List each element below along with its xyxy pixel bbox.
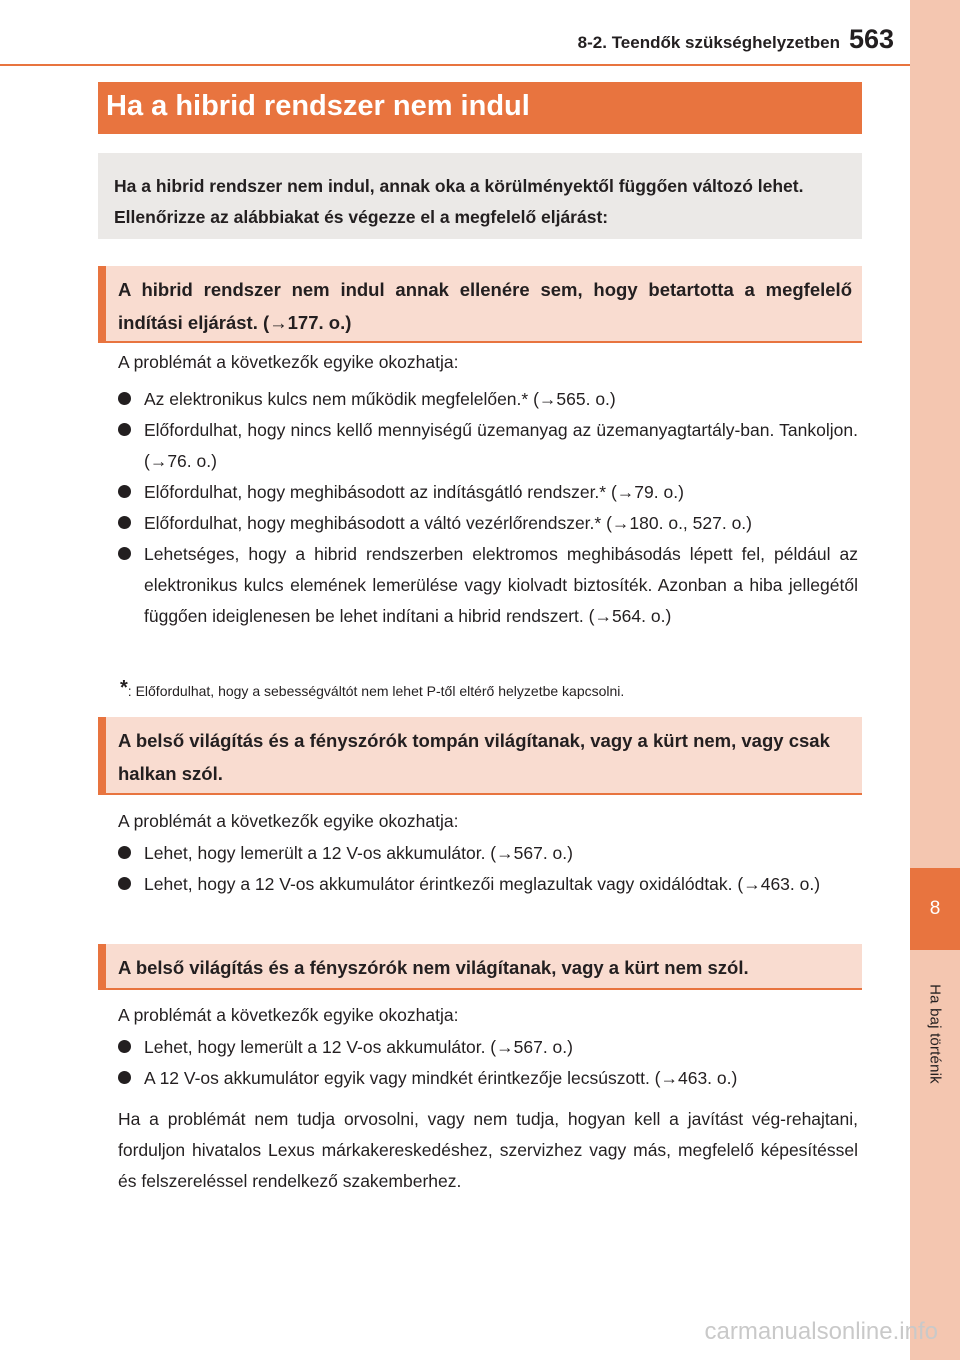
bullet-icon [118,1071,131,1084]
bullet-icon [118,423,131,436]
list-item: Lehet, hogy lemerült a 12 V-os akkumulátor. (→567. o.) [118,1032,858,1063]
chapter-label: Ha baj történik [926,984,944,1084]
watermark: carmanualsonline.info [704,1318,938,1345]
bullet-icon [118,877,131,890]
list-item: Előfordulhat, hogy meghibásodott a váltó vezérlőrendszer.* (→180. o., 527. o.) [118,508,858,539]
list-item: Az elektronikus kulcs nem működik megfelelően.* (→565. o.) [118,384,858,415]
list-item: Előfordulhat, hogy nincs kellő mennyiségű üzemanyag az üzemanyagtartály-ban. Tankoljon. (→76. o.) [118,415,858,477]
chapter-tab[interactable]: 8 [910,868,960,950]
list-item: Lehet, hogy a 12 V-os akkumulátor érintkezői meglazultak vagy oxidálódtak. (→463. o.) [118,869,858,900]
list-item: A 12 V-os akkumulátor egyik vagy mindkét érintkezője lecsúszott. (→463. o.) [118,1063,858,1094]
page-title: Ha a hibrid rendszer nem indul [98,82,862,134]
intro-box: Ha a hibrid rendszer nem indul, annak oka a körülményektől függően változó lehet. Ellenőrizze az alábbiakat és végezze el a megfelelő eljárást: [98,153,862,239]
section1-lead: A problémát a következők egyike okozhatja: [118,352,459,372]
bullet-icon [118,1040,131,1053]
list-item: Lehet, hogy lemerült a 12 V-os akkumulátor. (→567. o.) [118,838,858,869]
bullet-icon [118,547,131,560]
closing-paragraph: Ha a problémát nem tudja orvosolni, vagy nem tudja, hogyan kell a javítást vég-rehajtani, forduljon hivatalos Lexus márkakereskedéshez, szervizhez vagy más, megfelelő képesítéssel és felszereléssel rendelkező szakemberhez. [118,1109,858,1191]
bullet-icon [118,485,131,498]
list-item: Előfordulhat, hogy meghibásodott az indításgátló rendszer.* (→79. o.) [118,477,858,508]
footnote [120,678,624,701]
section3-lead: A problémát a következők egyike okozhatja: [118,1005,459,1025]
bullet-icon [118,846,131,859]
bullet-icon [118,392,131,405]
section2-lead: A problémát a következők egyike okozhatja: [118,811,459,831]
header-divider [0,64,910,66]
footnote-text: : Előfordulhat, hogy a sebességváltót nem lehet P-től eltérő helyzetbe kapcsolni. [127,683,625,699]
section1-heading: A hibrid rendszer nem indul annak ellenére sem, hogy betartotta a megfelelő indítási eljárást. (→177. o.) [98,266,862,343]
section2-list [118,838,858,900]
section2-heading: A belső világítás és a fényszórók tompán világítanak, vagy a kürt nem, vagy csak halkan szól. [98,717,862,795]
chapter-sidebar [910,0,960,1360]
section3-list [118,1032,858,1094]
list-item: Lehetséges, hogy a hibrid rendszerben elektromos meghibásodás lépett fel, például az elektronikus kulcs elemének lemerülése vagy kiolvadt biztosíték. Azonban a hiba jellegétől függően ideiglenesen be lehet indítani a hibrid rendszert. (→564. o.) [118,539,858,632]
header-section-title: 8-2. Teendők szükséghelyzetben [577,33,840,52]
bullet-icon [118,516,131,529]
footnote-mark: * [120,677,128,699]
section3-heading: A belső világítás és a fényszórók nem világítanak, vagy a kürt nem szól. [98,944,862,990]
page-number: 563 [848,24,894,54]
section1-list [118,384,858,632]
